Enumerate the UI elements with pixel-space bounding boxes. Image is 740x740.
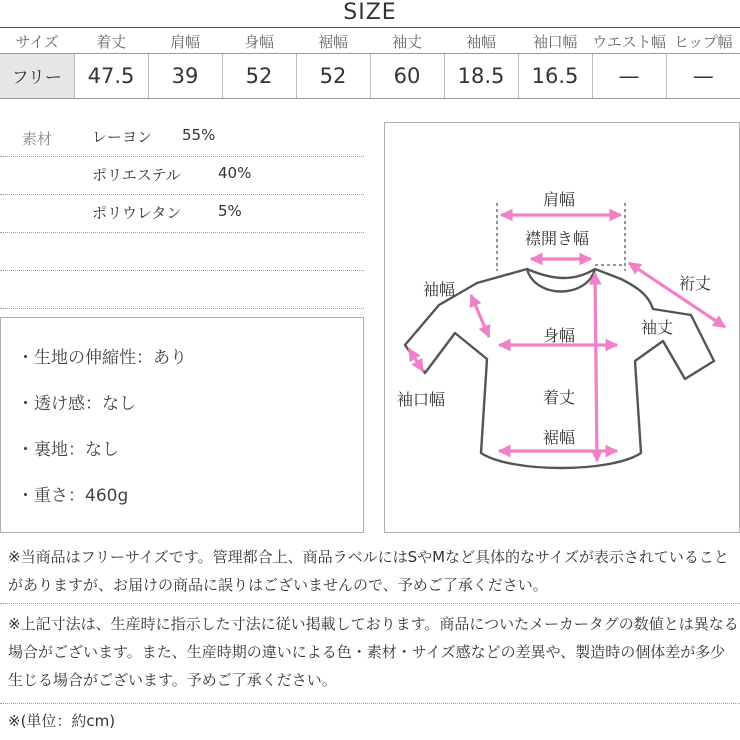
header-length: 着丈 <box>96 32 126 51</box>
material-row-empty <box>0 271 364 309</box>
material-percent: 40% <box>218 164 252 182</box>
note-free-size: ※当商品はフリーサイズです。管理都合上、商品ラベルにはSやMなど具体的なサイズが表示されていることがありますが、お届けの商品に誤りはございませんので、予めご了承ください。 <box>8 548 729 594</box>
cell-length: 47.5 <box>74 53 148 98</box>
material-row-empty <box>0 233 364 271</box>
property-sheerness: ・透け感：なし <box>17 394 136 414</box>
cell-size: フリー <box>0 53 74 98</box>
header-hip-width: ヒップ幅 <box>673 32 733 51</box>
label-body-width: 身幅 <box>543 326 576 345</box>
unit-divider <box>0 703 740 704</box>
cell-shoulder: 39 <box>148 53 222 98</box>
header-body-width: 身幅 <box>244 32 274 51</box>
note-divider <box>0 603 740 604</box>
property-stretch: ・生地の伸縮性：あり <box>17 348 187 368</box>
title-divider <box>0 27 740 28</box>
cell-sleeve-length: 60 <box>370 53 444 98</box>
header-sleeve-length: 袖丈 <box>392 32 422 51</box>
fabric-properties-box <box>0 317 364 533</box>
header-size: サイズ <box>15 32 59 51</box>
cell-waist-width: — <box>592 53 666 98</box>
material-row <box>0 119 364 157</box>
size-table <box>0 30 740 99</box>
label-shoulder: 肩幅 <box>543 190 576 209</box>
material-label: 素材 <box>22 130 53 148</box>
note-measurement: ※上記寸法は、生産時に指示した寸法に従い掲載しております。商品についたメーカータグの数値とは異なる場合がございます。また、生産時期の違いによる色・素材・サイズ感などの差異や、製造時の個体差が多少生じる場合がございます。予めご了承ください。 <box>8 615 739 689</box>
header-cuff-width: 袖口幅 <box>532 32 578 51</box>
label-length: 着丈 <box>543 388 576 407</box>
size-table-header-row <box>0 30 740 53</box>
unit-note: ※(単位：約cm) <box>8 712 116 730</box>
material-row <box>0 195 364 233</box>
header-hem-width: 裾幅 <box>318 32 348 51</box>
material-section <box>0 119 364 309</box>
header-sleeve-width: 袖幅 <box>466 32 496 51</box>
material-row <box>0 157 364 195</box>
material-name: ポリウレタン <box>92 204 182 222</box>
size-title: SIZE <box>343 0 397 25</box>
header-shoulder: 肩幅 <box>170 32 200 51</box>
cell-sleeve-width: 18.5 <box>444 53 518 98</box>
label-sleeve-width: 袖幅 <box>423 280 456 299</box>
cell-hip-width: — <box>666 53 740 98</box>
label-sleeve-length: 袖丈 <box>641 318 674 337</box>
header-waist-width: ウエスト幅 <box>592 32 666 51</box>
label-hem-width: 裾幅 <box>543 428 576 447</box>
cell-hem-width: 52 <box>296 53 370 98</box>
cell-cuff-width: 16.5 <box>518 53 592 98</box>
label-neck-width: 襟開き幅 <box>525 229 590 248</box>
material-name: ポリエステル <box>92 166 181 184</box>
property-weight: ・重さ：460g <box>17 486 129 506</box>
property-lining: ・裏地：なし <box>17 440 119 460</box>
label-cuff-width: 袖口幅 <box>397 390 446 409</box>
measurement-diagram <box>384 122 740 533</box>
table-row <box>0 53 740 98</box>
label-yuki: 裄丈 <box>679 274 712 293</box>
notes-section <box>0 543 740 694</box>
material-name: レーヨン <box>92 128 153 146</box>
material-percent: 5% <box>218 202 242 220</box>
cell-body-width: 52 <box>222 53 296 98</box>
material-percent: 55% <box>182 126 216 144</box>
